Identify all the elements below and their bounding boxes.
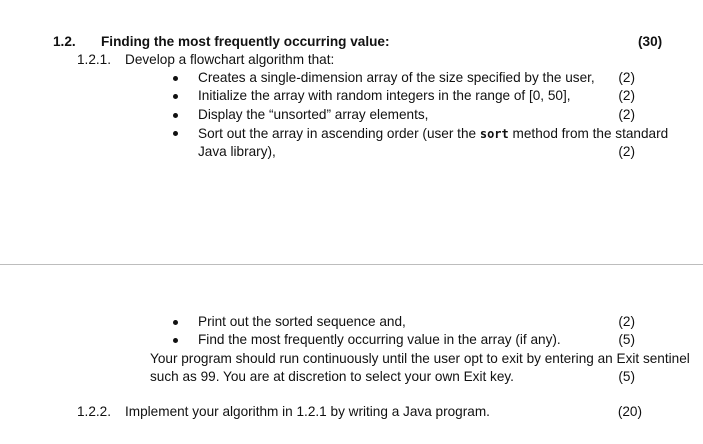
bullet-icon: [173, 113, 178, 118]
list-item-marks: (2): [618, 144, 635, 159]
list-item-text-end: method from the standard: [508, 126, 669, 141]
list-item-text: Print out the sorted sequence and,: [198, 314, 406, 329]
list-item-text-continuation: Java library),: [198, 144, 276, 159]
paragraph-marks: (5): [618, 369, 635, 384]
subsection-marks: (20): [617, 404, 642, 419]
list-item-marks: (2): [618, 88, 635, 103]
bullet-icon: [173, 338, 178, 343]
exit-paragraph-line2: such as 99. You are at discretion to select your own Exit key.: [150, 369, 514, 384]
list-item-text: Creates a single-dimension array of the size specified by the user,: [198, 70, 595, 85]
subsection-title: Implement your algorithm in 1.2.1 by writing a Java program.: [125, 404, 490, 419]
list-item-marks: (2): [618, 70, 635, 85]
subsection-number: 1.2.1.: [77, 52, 112, 67]
list-item-marks: (2): [618, 107, 635, 122]
page-divider: [0, 264, 703, 265]
list-item-text: Display the “unsorted” array elements,: [198, 107, 429, 122]
list-item-text-start: Sort out the array in ascending order (user the: [198, 126, 480, 141]
list-item-marks: (2): [618, 314, 635, 329]
bullet-icon: [173, 76, 178, 81]
section-marks: (30): [638, 34, 663, 49]
exit-paragraph-line1: Your program should run continuously until the user opt to exit by entering an Exit sentinel: [150, 351, 690, 366]
section-title: Finding the most frequently occurring value:: [101, 34, 390, 49]
list-item-text: Find the most frequently occurring value in the array (if any).: [198, 332, 561, 347]
subsection-title: Develop a flowchart algorithm that:: [125, 52, 335, 67]
code-sort: sort: [479, 127, 509, 141]
list-item-text: [198, 125, 668, 143]
section-number: 1.2.: [53, 34, 76, 49]
list-item-text: Initialize the array with random integers in the range of [0, 50],: [198, 88, 571, 103]
bullet-icon: [173, 320, 178, 325]
bullet-icon: [173, 131, 178, 136]
list-item-marks: (5): [618, 332, 635, 347]
bullet-icon: [173, 94, 178, 99]
subsection-number: 1.2.2.: [77, 404, 112, 419]
